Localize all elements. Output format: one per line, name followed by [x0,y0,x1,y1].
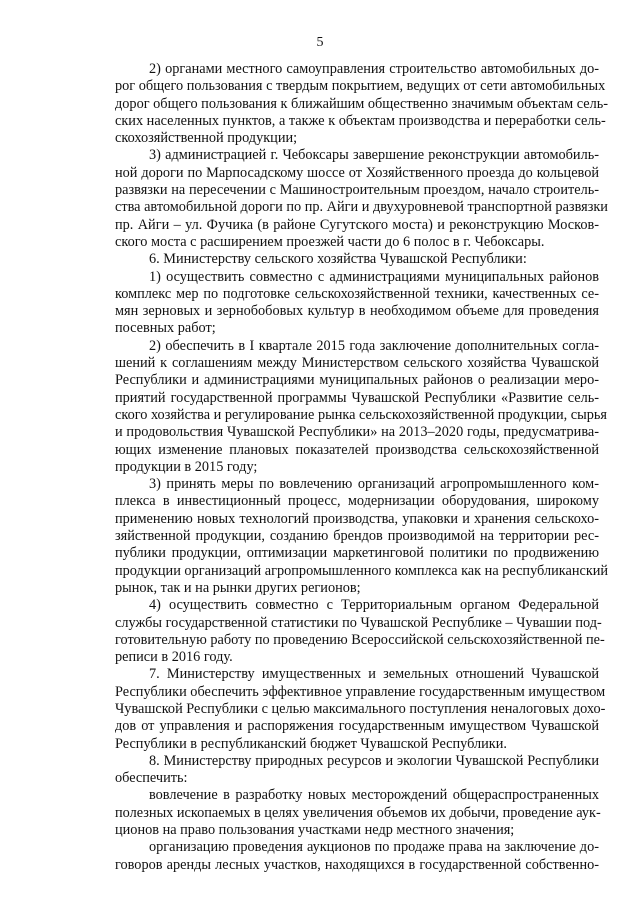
text-line: применению новых технологий производства, упаковки и хранения сельскохо- [115,510,599,527]
text-line: говоров аренды лесных участков, находящихся в государственной собственно- [115,856,599,873]
text-line: ского хозяйства и регулирование рынка сельскохозяйственной продукции, сырья [115,406,608,423]
text-line: ющих изменение плановых показателей производства сельскохозяйственной [115,441,599,458]
text-line: ционов на право пользования участками недр местного значения; [115,822,515,839]
text-line: продукции в 2015 году; [115,458,258,475]
text-line: 8. Министерству природных ресурсов и экологии Чувашской Республики [149,752,599,769]
text-line: организацию проведения аукционов по продаже права на заключение до- [149,839,599,856]
text-line: приятий государственной программы Чувашской Республики «Развитие сель- [115,389,599,406]
text-line: посевных работ; [115,320,216,337]
text-line: службы государственной статистики по Чувашской Республике – Чувашии под- [115,614,602,631]
text-line: ских населенных пунктов, а также к объектам производства и переработки сель- [115,112,606,129]
text-line: реписи в 2016 году. [115,649,233,666]
text-line: 3) принять меры по вовлечению организаций агропромышленного ком- [149,476,599,493]
text-line: 2) обеспечить в I квартале 2015 года заключение дополнительных согла- [149,337,599,354]
text-line: плекса в инвестиционный процесс, модернизации оборудования, широкому [115,493,599,510]
text-line: публики продукции, оптимизации маркетинговой политики по продвижению [115,545,599,562]
text-line: пр. Айги – ул. Фучика (в районе Сугутского моста) и реконструкцию Москов- [115,216,599,233]
text-line: дорог общего пользования к ближайшим общественно значимым объектам сель- [115,95,609,112]
text-line: 2) органами местного самоуправления строительство автомобильных до- [149,61,599,77]
text-line: 3) администрацией г. Чебоксары завершение реконструкции автомобиль- [149,147,599,164]
text-line: и продовольствия Чувашской Республики» на 2013–2020 годы, предусматрива- [115,424,599,441]
text-line: скохозяйственной продукции; [115,130,298,147]
text-line: 4) осуществить совместно с Территориальным органом Федеральной [149,597,599,614]
text-line: ского моста с расширением проезжей части до 6 полос в г. Чебоксары. [115,233,545,250]
text-line: Республики в республиканский бюджет Чувашской Республики. [115,735,507,752]
text-line: рынок, так и на рынки других регионов; [115,579,361,596]
text-line: развязки на пересечении с Машиностроительным проездом, начало строитель- [115,182,599,199]
text-line: рог общего пользования с твердым покрытием, ведущих от сети автомобильных [115,78,606,95]
text-line: мян зерновых и зернобобовых культур в необходимом объеме для проведения [115,303,599,320]
text-line: полезных ископаемых в целях увеличения объемов их добычи, проведение аук- [115,804,601,821]
text-line: обеспечить: [115,770,188,787]
text-line: Чувашской Республики с целью максимального поступления неналоговых дохо- [115,700,606,717]
text-line: ной дороги по Марпосадскому шоссе от Хозяйственного проезда до кольцевой [115,164,599,181]
text-line: 1) осуществить совместно с администрациями муниципальных районов [149,268,599,285]
text-line: 6. Министерству сельского хозяйства Чувашской Республики: [149,251,527,268]
text-line: вовлечение в разработку новых месторождений общераспространенных [149,787,599,804]
text-line: дов от управления и распоряжения государственным имуществом Чувашской [115,718,599,735]
text-line: готовительную работу по проведению Всероссийской сельскохозяйственной пе- [115,631,605,648]
text-line: Республики обеспечить эффективное управление государственным имуществом [115,683,606,700]
text-line: Республики и администрациями муниципальных районов о реализации меро- [115,372,599,389]
text-line: ства автомобильной дороги по пр. Айги и двухуровневой транспортной развязки [115,199,608,216]
text-line: продукции организаций агропромышленного комплекса как на республиканский [115,562,609,579]
text-line: комплекс мер по подготовке сельскохозяйственной техники, качественных се- [115,285,599,302]
body-text [115,61,609,874]
text-line: зяйственной продукции, созданию брендов производимой на территории рес- [115,528,599,545]
text-line: шений к соглашениям между Министерством сельского хозяйства Чувашской [115,355,599,372]
page-number: 5 [316,35,324,50]
text-line: 7. Министерству имущественных и земельных отношений Чувашской [149,666,599,683]
